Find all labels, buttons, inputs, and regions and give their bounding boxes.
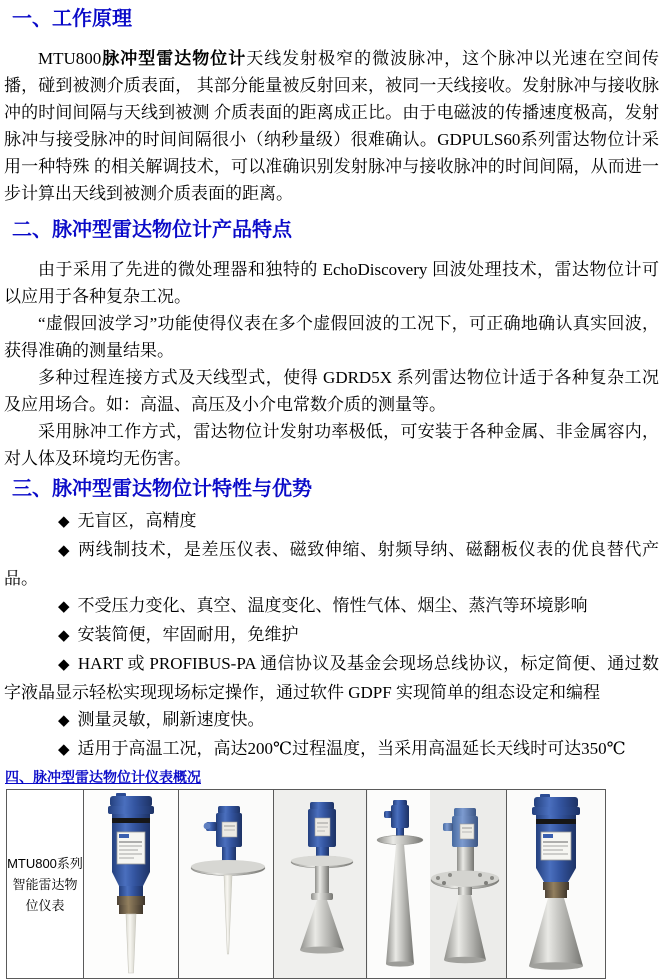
- section2-paragraph-4: 采用脉冲工作方式，雷达物位计发射功率极低，可安装于各种金属、非金属容内，对人体及环境均无伤害。: [4, 422, 659, 468]
- product-name-bold: 脉冲型雷达物位计: [101, 49, 247, 68]
- small-horn-antenna-meter-photo: [274, 792, 366, 976]
- feature-item: [4, 621, 659, 650]
- section2-paragraph-1: 由于采用了先进的微处理器和独特的 EchoDiscovery 回波处理技术，雷达物位计可以应用于各种复杂工况。: [4, 260, 659, 306]
- feature-text: 不受压力变化、真空、温度变化、惰性气体、烟尘、蒸汽等环境影响: [77, 596, 588, 615]
- photo-cell-flange-rod-antenna: [179, 790, 274, 979]
- tall-cone-and-bolted-flange-horn-meters-photo: [368, 792, 505, 976]
- feature-item: [4, 592, 659, 621]
- diamond-bullet-icon: ◆: [58, 657, 70, 673]
- feature-text: 两线制技术，是差压仪表、磁致伸缩、射频导纳、磁翻板仪表的优良替代产品。: [4, 540, 659, 588]
- feature-text: HART 或 PROFIBUS-PA 通信协议及基金会现场总线协议，标定简便、通过数字液晶显示轻松实现现场标定操作，通过软件 GDPF 实现简单的组态设定和编程: [4, 654, 659, 702]
- feature-text: 测量灵敏，刷新速度快。: [77, 710, 265, 729]
- diamond-bullet-icon: ◆: [58, 713, 70, 729]
- feature-text: 安装简便，牢固耐用，免维护: [77, 625, 299, 644]
- diamond-bullet-icon: ◆: [58, 543, 71, 559]
- feature-item: [4, 650, 659, 706]
- table-row: [7, 790, 606, 979]
- section2-paragraph-3: 多种过程连接方式及天线型式，使得 GDRD5X 系列雷达物位计适于各种复杂工况及应用场合。如：高温、高压及小介电常数介质的测量等。: [4, 368, 659, 414]
- diamond-bullet-icon: ◆: [58, 628, 70, 644]
- table-row-label-cell: MTU800系列智能雷达物位仪表: [7, 790, 84, 979]
- photo-cell-cone-and-flange-horn: [367, 790, 507, 979]
- section2-paragraph-2: “虚假回波学习”功能使得仪表在多个虚假回波的工况下，可正确地确认真实回波，获得准确的测量结果。: [4, 314, 659, 360]
- diamond-bullet-icon: ◆: [58, 742, 70, 758]
- photo-cell-small-horn-antenna: [274, 790, 367, 979]
- feature-item: [4, 536, 659, 592]
- diamond-bullet-icon: ◆: [58, 599, 70, 615]
- flange-rod-antenna-meter-photo: [180, 792, 272, 976]
- photo-cell-large-horn-antenna: [507, 790, 606, 979]
- feature-item: [4, 706, 659, 735]
- large-horn-antenna-meter-photo: [508, 792, 604, 976]
- feature-text: 无盲区，高精度: [77, 511, 197, 530]
- section2-heading: 二、脉冲型雷达物位计产品特点: [12, 219, 292, 241]
- section4-heading: 四、脉冲型雷达物位计仪表概况: [5, 769, 201, 785]
- rod-antenna-meter-photo: [86, 792, 176, 976]
- section1-paragraph: [4, 45, 659, 207]
- section3-heading: 三、脉冲型雷达物位计特性与优势: [12, 478, 312, 500]
- photo-cell-rod-antenna: [84, 790, 179, 979]
- instrument-overview-table: [6, 789, 606, 979]
- feature-item: [4, 507, 659, 536]
- section1-heading: 一、工作原理: [12, 8, 132, 30]
- model-number: MTU800: [38, 49, 102, 68]
- feature-text: 适用于高温工况，高达200℃过程温度，当采用高温延长天线时可达350℃: [77, 739, 626, 758]
- diamond-bullet-icon: ◆: [58, 514, 70, 530]
- section1-paragraph-text: 天线发射极窄的微波脉冲，这个脉冲以光速在空间传播，碰到被测介质表面， 其部分能量被反射回来，被同一天线接收。发射脉冲与接收脉冲的时间间隔与天线到被测 介质表面的距离成正比。由于电磁波的传播速度极高，发射脉冲与接受脉冲的时间间隔很小（纳秒量级）很难确认。GDPULS60系列雷达物位计采用一种特殊 的相关解调技术，可以准确识别发射脉冲与接收脉冲的时间间隔，从而进一步计算出天线到被测介质表面的距离。: [4, 49, 660, 203]
- feature-item: [4, 735, 659, 764]
